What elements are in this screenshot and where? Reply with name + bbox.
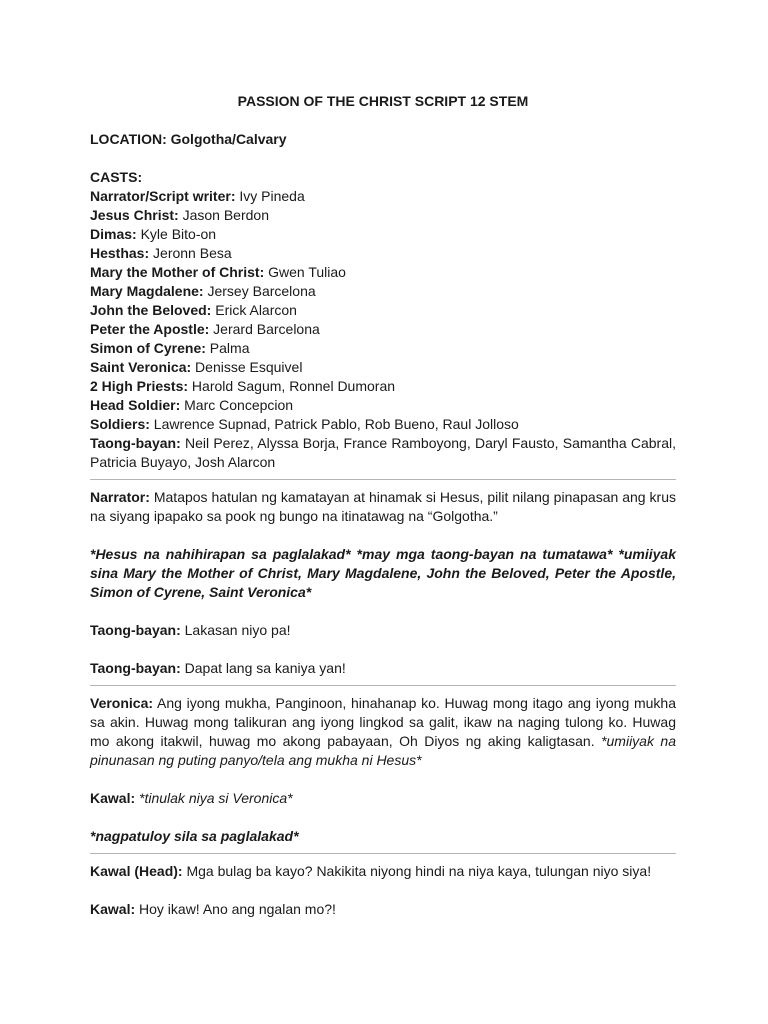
cast-name: Ivy Pineda — [235, 188, 305, 204]
cast-role: Peter the Apostle: — [90, 321, 210, 337]
cast-name: Jerard Barcelona — [209, 321, 320, 337]
section-divider — [90, 685, 676, 686]
speaker-label: Narrator: — [90, 489, 150, 505]
speaker-label: Kawal: — [90, 790, 136, 806]
cast-entry — [90, 320, 676, 339]
cast-role: Jesus Christ: — [90, 207, 179, 223]
dialogue-line — [90, 862, 676, 881]
stage-direction: *nagpatuloy sila sa paglalakad* — [90, 828, 299, 844]
cast-entry — [90, 263, 676, 282]
dialogue-text: Mga bulag ba kayo? Nakikita niyong hindi na niya kaya, tulungan niyo siya! — [182, 863, 652, 879]
stage-direction: *Hesus na nahihirapan sa paglalakad* *may mga taong-bayan na tumatawa* *umiiyak sina Mary the Mother of Christ, Mary Magdalene, John the Beloved, Peter the Apostle, Simon of Cyrene, Saint Veronica* — [90, 546, 676, 600]
cast-entry — [90, 377, 676, 396]
cast-role: Dimas: — [90, 226, 137, 242]
cast-role: 2 High Priests: — [90, 378, 189, 394]
cast-entry — [90, 225, 676, 244]
dialogue-text: Dapat lang sa kaniya yan! — [180, 660, 346, 676]
cast-role: Hesthas: — [90, 245, 150, 261]
cast-name: Marc Concepcion — [180, 397, 294, 413]
dialogue-text: Hoy ikaw! Ano ang ngalan mo?! — [135, 901, 336, 917]
cast-name: Erick Alarcon — [211, 302, 297, 318]
cast-name: Jersey Barcelona — [203, 283, 316, 299]
speaker-label: Taong-bayan: — [90, 660, 181, 676]
cast-role: Mary the Mother of Christ: — [90, 264, 265, 280]
casts-heading: CASTS: — [90, 169, 143, 185]
cast-entry — [90, 339, 676, 358]
document-page — [90, 92, 676, 919]
dialogue-line — [90, 694, 676, 770]
cast-name: Neil Perez, Alyssa Borja, France Ramboyong, Daryl Fausto, Samantha Cabral, Patricia Buyayo, Josh Alarcon — [90, 435, 676, 470]
section-divider — [90, 479, 676, 480]
cast-entry — [90, 358, 676, 377]
dialogue-text: Lakasan niyo pa! — [180, 622, 291, 638]
cast-role: Simon of Cyrene: — [90, 340, 206, 356]
cast-entry — [90, 282, 676, 301]
cast-entry — [90, 434, 676, 472]
cast-role: Mary Magdalene: — [90, 283, 204, 299]
dialogue-line — [90, 789, 676, 808]
cast-role: Taong-bayan: — [90, 435, 181, 451]
location-line: LOCATION: Golgotha/Calvary — [90, 131, 287, 147]
cast-name: Jason Berdon — [178, 207, 269, 223]
speaker-label: Taong-bayan: — [90, 622, 181, 638]
cast-name: Gwen Tuliao — [264, 264, 346, 280]
cast-entry — [90, 244, 676, 263]
cast-name: Lawrence Supnad, Patrick Pablo, Rob Bueno, Raul Jolloso — [149, 416, 519, 432]
cast-list — [90, 187, 676, 472]
cast-role: Soldiers: — [90, 416, 150, 432]
dialogue-line — [90, 659, 676, 678]
cast-entry — [90, 415, 676, 434]
document-title: PASSION OF THE CHRIST SCRIPT 12 STEM — [237, 93, 529, 109]
dialogue-text: Ang iyong mukha, Panginoon, hinahanap ko. Huwag mong itago ang iyong mukha sa akin. Huwag mong talikuran ang iyong lingkod sa galit, ikaw na naging tulong ko. Huwag mo akong itakwil, huwag mo akong pabayaan, Oh Diyos ng aking kaligtasan. — [90, 695, 676, 749]
cast-name: Harold Sagum, Ronnel Dumoran — [188, 378, 396, 394]
dialogue-line — [90, 900, 676, 919]
cast-entry — [90, 187, 676, 206]
dialogue-line — [90, 621, 676, 640]
cast-role: Narrator/Script writer: — [90, 188, 236, 204]
cast-name: Kyle Bito-on — [136, 226, 217, 242]
cast-role: Saint Veronica: — [90, 359, 192, 375]
cast-name: Jeronn Besa — [149, 245, 232, 261]
dialogue-text: Matapos hatulan ng kamatayan at hinamak si Hesus, pilit nilang pinapasan ang krus na siyang ipapako sa pook ng bungo na itinatawag na “Golgotha.” — [90, 489, 676, 524]
cast-name: Palma — [205, 340, 250, 356]
speaker-label: Kawal: — [90, 901, 136, 917]
cast-entry — [90, 301, 676, 320]
action-text: *tinulak niya si Veronica* — [135, 790, 293, 806]
cast-role: Head Soldier: — [90, 397, 181, 413]
cast-entry — [90, 206, 676, 225]
narrator-paragraph — [90, 488, 676, 526]
speaker-label: Veronica: — [90, 695, 154, 711]
speaker-label: Kawal (Head): — [90, 863, 183, 879]
action-text: *umiiyak na pinunasan ng puting panyo/tela ang mukha ni Hesus* — [90, 733, 677, 768]
section-divider — [90, 853, 676, 854]
cast-entry — [90, 396, 676, 415]
cast-name: Denisse Esquivel — [191, 359, 303, 375]
cast-role: John the Beloved: — [90, 302, 212, 318]
